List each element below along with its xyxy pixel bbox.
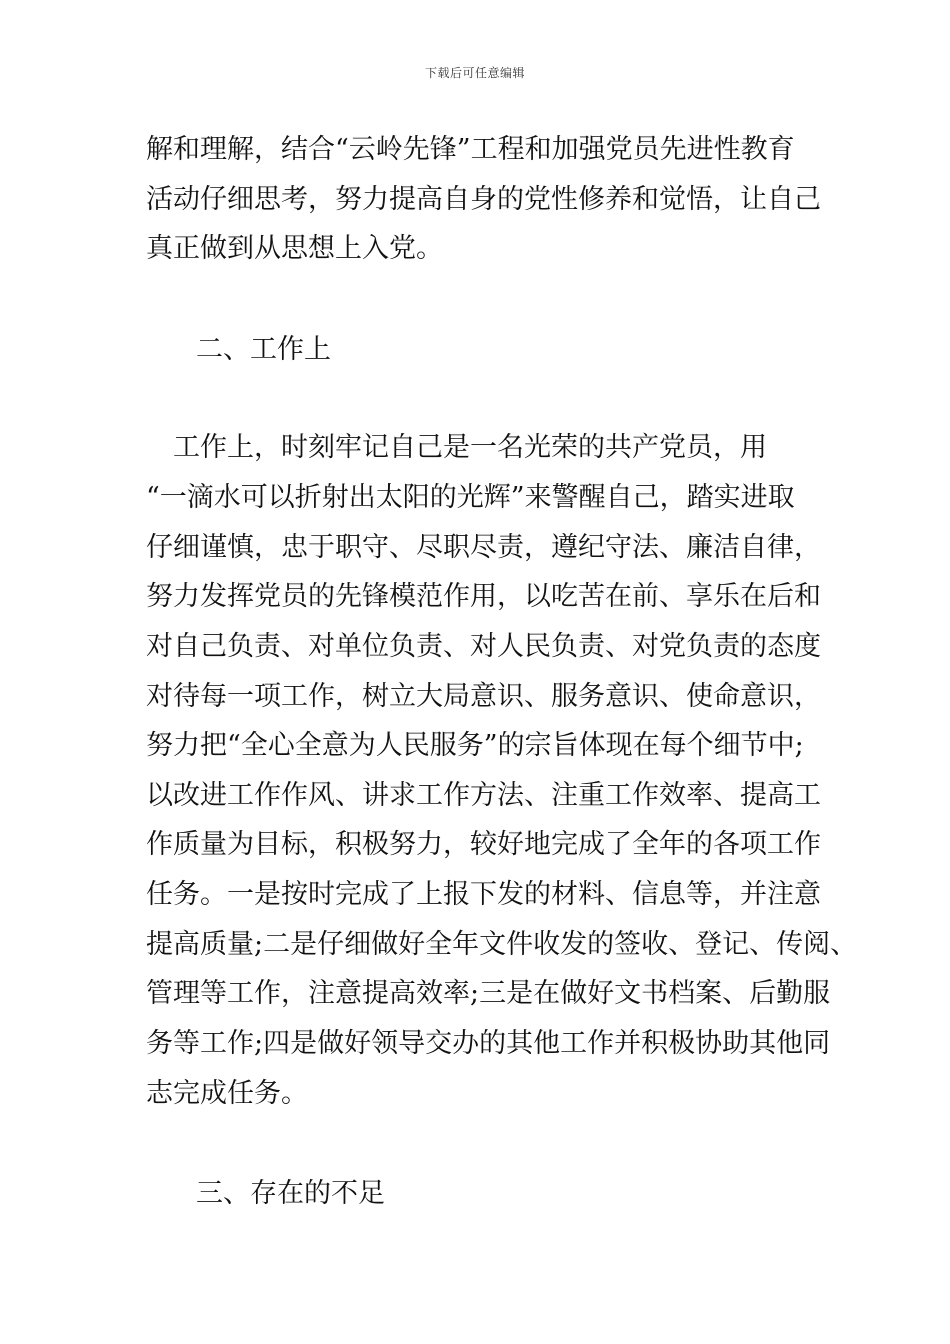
- page-header: 下载后可任意编辑: [424, 66, 525, 80]
- para1-line-3: 真正做到从思想上入党。: [146, 233, 443, 264]
- para2-line-7: 努力把“全心全意为人民服务”的宗旨体现在每个细节中;: [146, 730, 804, 761]
- section-heading-shortcomings: 三、存在的不足: [196, 1178, 385, 1209]
- para2-line-2: “一滴水可以折射出太阳的光辉”来警醒自己，踏实进取: [146, 482, 795, 513]
- para2-line-8: 以改进工作作风、讲求工作方法、注重工作效率、提高工: [146, 780, 821, 811]
- para2-line-11: 提高质量;二是仔细做好全年文件收发的签收、登记、传阅、: [146, 929, 858, 960]
- para2-line-10: 任务。一是按时完成了上报下发的材料、信息等，并注意: [146, 879, 821, 910]
- para2-line-14: 志完成任务。: [146, 1078, 308, 1109]
- para2-line-5: 对自己负责、对单位负责、对人民负责、对党负责的态度: [146, 631, 821, 662]
- para2-line-3: 仔细谨慎，忠于职守、尽职尽责，遵纪守法、廉洁自律，: [146, 532, 821, 563]
- section-heading-work: 二、工作上: [196, 334, 331, 365]
- para2-line-13: 务等工作;四是做好领导交办的其他工作并积极协助其他同: [146, 1028, 831, 1059]
- para2-line-6: 对待每一项工作，树立大局意识、服务意识、使命意识，: [146, 681, 821, 712]
- para2-line-4: 努力发挥党员的先锋模范作用，以吃苦在前、享乐在后和: [146, 581, 821, 612]
- para2-line-9: 作质量为目标，积极努力，较好地完成了全年的各项工作: [146, 829, 821, 860]
- para2-line-12: 管理等工作，注意提高效率;三是在做好文书档案、后勤服: [146, 978, 831, 1009]
- para1-line-2: 活动仔细思考，努力提高自身的党性修养和觉悟，让自己: [146, 184, 821, 215]
- para1-line-1: 解和理解，结合“云岭先锋”工程和加强党员先进性教育: [146, 134, 795, 165]
- para2-line-1: 工作上，时刻牢记自己是一名光荣的共产党员，用: [146, 432, 767, 463]
